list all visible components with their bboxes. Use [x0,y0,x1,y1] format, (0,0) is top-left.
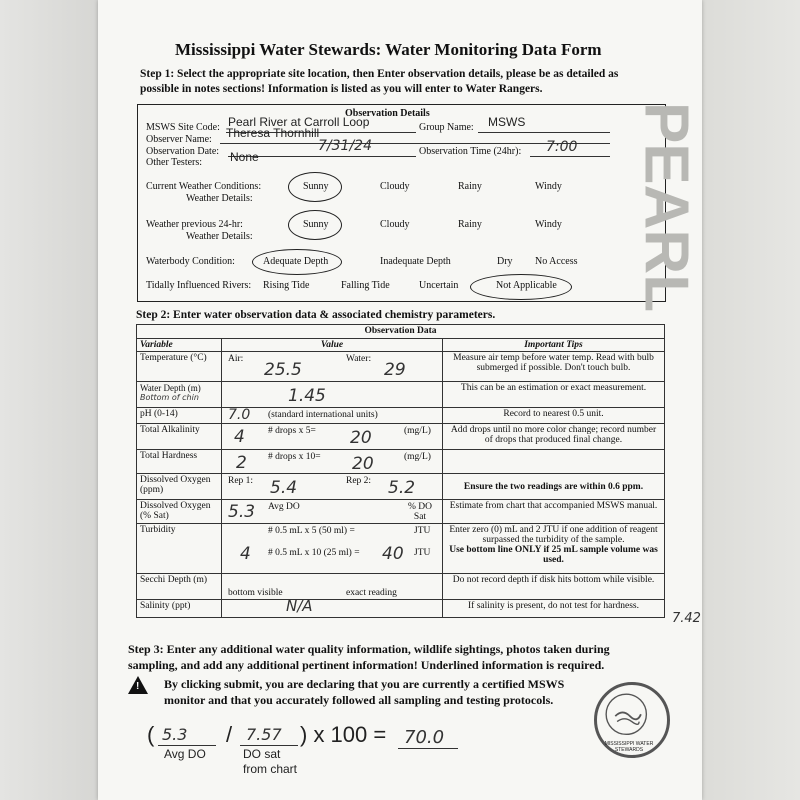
time-value[interactable]: 7:00 [546,139,578,155]
margin-note: 7.42 [672,611,701,626]
prev-option-sunny[interactable]: Sunny [303,219,329,230]
weather-option-rainy[interactable]: Rainy [458,181,482,192]
calc-slash: / [226,722,233,747]
ph-value[interactable]: 7.0 [228,407,251,423]
secchi-value-cell[interactable] [222,574,443,600]
dosat-value-cell[interactable] [222,500,443,524]
do-value-cell[interactable] [222,474,443,500]
prev-option-rainy[interactable]: Rainy [458,219,482,230]
table-row [137,524,665,574]
prev-option-cloudy[interactable]: Cloudy [380,219,410,230]
ph-value-cell[interactable] [222,408,443,424]
declare-line2: monitor and that you accurately followed all sampling and testing protocols. [164,693,554,707]
col-value: Value [222,339,443,352]
msws-seal-icon [594,682,670,758]
col-tips: Important Tips [443,339,665,352]
table-title: Observation Data [137,325,665,339]
weather-details-label: Weather Details: [186,193,253,204]
dosat-avg-value[interactable]: 5.3 [228,502,256,522]
table-row [137,424,665,450]
table-row [137,408,665,424]
prev-weather-details-label: Weather Details: [186,231,253,242]
turb-drops[interactable]: 4 [240,544,251,564]
calc-avg-caption: Avg DO [164,747,206,761]
tidal-option-falling[interactable]: Falling Tide [341,280,390,291]
background-right [700,0,800,800]
time-label: Observation Time (24hr): [419,146,522,157]
depth-tip: This can be an estimation or exact measurement. [443,382,665,408]
date-label: Observation Date: [146,146,220,157]
observer-value[interactable]: Theresa Thornhill [226,126,320,140]
dosat-avg-label: Avg DO [268,502,300,512]
hard-label: Total Hardness [137,450,222,474]
turb-units-1: JTU [414,526,431,536]
do-rep1-label: Rep 1: [228,476,254,486]
table-row [137,500,665,524]
waterbody-option-dry[interactable]: Dry [497,256,513,267]
ph-tip: Record to nearest 0.5 unit. [443,408,665,424]
do-tip: Ensure the two readings are within 0.6 ppm. [443,474,665,500]
turb-tip-bold: Use bottom line ONLY if 25 mL sample volume was used. [449,545,658,565]
group-label: Group Name: [419,122,474,133]
seal-text: MISSISSIPPI WATER STEWARDS [604,741,654,753]
waterbody-option-no-access[interactable]: No Access [535,256,578,267]
alk-value[interactable]: 20 [350,428,372,448]
temp-water-value[interactable]: 29 [384,360,406,380]
weather-option-cloudy[interactable]: Cloudy [380,181,410,192]
waterbody-label: Waterbody Condition: [146,256,235,267]
dosat-label: Dissolved Oxygen (% Sat) [137,500,222,524]
ph-units: (standard international units) [268,410,378,420]
turb-line2: # 0.5 mL x 10 (25 ml) = [268,548,360,558]
turb-value-cell[interactable] [222,524,443,574]
alk-formula: # drops x 5= [268,426,316,436]
table-row [137,600,665,618]
observation-data-table [136,324,665,618]
sal-value[interactable]: N/A [286,597,313,615]
alk-tip: Add drops until no more color change; record number of drops that produced final change. [443,424,665,450]
secchi-option-bottom-visible[interactable]: bottom visible [228,588,283,598]
step1-heading-line1: Step 1: Select the appropriate site location, then Enter observation details, please be as detailed as [140,68,619,80]
do-rep2-value[interactable]: 5.2 [388,478,416,498]
hard-value[interactable]: 20 [352,454,374,474]
testers-label: Other Testers: [146,157,203,168]
tidal-option-rising[interactable]: Rising Tide [263,280,310,291]
observation-details-title: Observation Details [345,108,430,119]
declare-line1: By clicking submit, you are declaring that you are currently a certified MSWS [164,677,565,691]
do-rep2-label: Rep 2: [346,476,372,486]
table-row [137,450,665,474]
temp-value-cell[interactable] [222,352,443,382]
secchi-option-exact[interactable]: exact reading [346,588,397,598]
calc-avg-value[interactable]: 5.3 [162,725,188,744]
calc-close: ) x 100 = [300,722,387,747]
sal-tip: If salinity is present, do not test for hardness. [443,600,665,618]
hard-drops[interactable]: 2 [236,453,247,473]
date-value[interactable]: 7/31/24 [318,138,372,154]
temp-label: Temperature (°C) [137,352,222,382]
turb-line1: # 0.5 mL x 5 (50 ml) = [268,526,355,536]
ph-label: pH (0-14) [137,408,222,424]
depth-value[interactable]: 1.45 [288,386,326,406]
step2-heading: Step 2: Enter water observation data & associated chemistry parameters. [136,309,496,321]
alk-label: Total Alkalinity [137,424,222,450]
waterbody-option-inadequate[interactable]: Inadequate Depth [380,256,451,267]
calc-sat-value[interactable]: 7.57 [246,725,282,744]
waterbody-option-adequate[interactable]: Adequate Depth [263,256,329,267]
prev-option-windy[interactable]: Windy [535,219,562,230]
turb-value[interactable]: 40 [382,544,404,564]
sal-value-cell[interactable] [222,597,443,618]
background-left [0,0,100,800]
secchi-label: Secchi Depth (m) [137,574,222,600]
temp-air-label: Air: [228,354,244,364]
hard-formula: # drops x 10= [268,452,321,462]
dosat-units: % DO Sat [407,502,432,522]
step3-line2: sampling, and add any additional pertinent information! Underlined information is required. [128,658,605,672]
prev-weather-label: Weather previous 24-hr: [146,219,243,230]
calc-result[interactable]: 70.0 [404,727,445,748]
depth-note[interactable]: Bottom of chin [140,393,199,402]
alk-units: (mg/L) [404,426,431,436]
tidal-label: Tidally Influenced Rivers: [146,280,252,291]
calc-sat-caption2: from chart [243,762,298,776]
calc-open: ( [147,722,155,747]
tidal-option-not-applicable[interactable]: Not Applicable [496,280,557,291]
turb-label: Turbidity [137,524,222,574]
alk-drops[interactable]: 4 [234,427,245,447]
tidal-option-uncertain[interactable]: Uncertain [419,280,459,291]
warning-exclaim-icon: ! [136,681,140,692]
table-row [137,352,665,382]
pearl-stamp [631,92,701,322]
table-row [137,574,665,600]
hard-value-cell[interactable] [222,450,443,474]
form-title: Mississippi Water Stewards: Water Monitoring Data Form [175,40,602,59]
depth-value-cell[interactable] [222,382,443,408]
secchi-tip: Do not record depth if disk hits bottom while visible. [443,574,665,600]
col-variable: Variable [137,339,222,352]
hard-units: (mg/L) [404,452,431,462]
testers-value[interactable]: None [230,150,259,164]
alk-value-cell[interactable] [222,424,443,450]
site-code-value[interactable]: Pearl River at Carroll Loop [228,115,370,129]
temp-water-label: Water: [346,354,372,364]
site-code-label: MSWS Site Code: [146,122,220,133]
weather-label: Current Weather Conditions: [146,181,262,192]
step3-line1: Step 3: Enter any additional water quality information, wildlife sightings, photos taken during [128,642,610,656]
observer-label: Observer Name: [146,134,212,145]
dosat-tip: Estimate from chart that accompanied MSWS manual. [443,500,665,524]
step1-heading-line2: possible in notes sections! Information is listed as you will enter to Water Rangers. [140,83,543,95]
temp-tip: Measure air temp before water temp. Read with bulb submerged if possible. Don't touch bulb. [443,352,665,382]
depth-label: Water Depth (m) [140,383,201,393]
do-label: Dissolved Oxygen (ppm) [137,474,222,500]
sal-label: Salinity (ppt) [137,600,222,618]
turb-units-2: JTU [414,548,431,558]
weather-option-sunny[interactable]: Sunny [303,181,329,192]
calc-sat-caption: DO sat [243,747,281,761]
temp-air-value[interactable]: 25.5 [264,360,302,380]
table-row [137,382,665,408]
table-row [137,474,665,500]
group-value[interactable]: MSWS [488,115,526,129]
pearl-stamp-text: PEARL [631,101,701,313]
turb-tip: Enter zero (0) mL and 2 JTU if one addition of reagent surpassed the turbidity of the sample. [449,525,658,545]
weather-option-windy[interactable]: Windy [535,181,562,192]
do-rep1-value[interactable]: 5.4 [270,478,298,498]
